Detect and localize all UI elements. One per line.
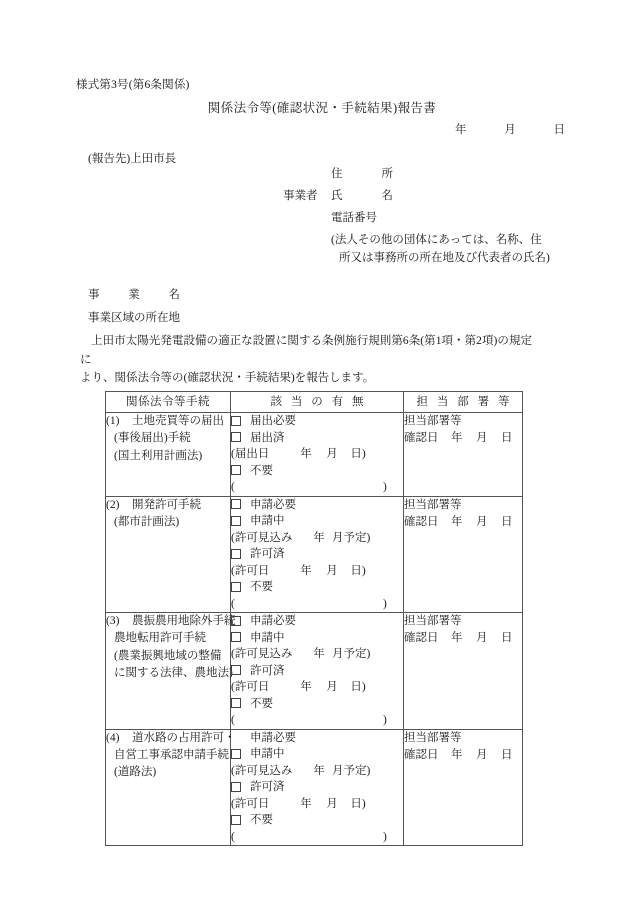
department-title: 担当部署等 bbox=[404, 731, 462, 744]
table-row bbox=[106, 413, 523, 497]
free-text-field[interactable] bbox=[231, 829, 403, 846]
statutory-statement bbox=[80, 332, 532, 388]
confirm-month-label: 月 bbox=[476, 432, 488, 445]
planned-date-line[interactable] bbox=[231, 646, 403, 663]
checkbox-icon[interactable] bbox=[231, 698, 241, 708]
date-day-label: 日 bbox=[553, 124, 565, 136]
date-day-label: 日) bbox=[350, 564, 366, 577]
planned-date-label: (許可見込み bbox=[231, 648, 293, 660]
procedure-cell bbox=[106, 729, 236, 846]
checkbox-label: 届出済 bbox=[250, 431, 285, 444]
paren-open: ( bbox=[231, 597, 235, 610]
date-month-label: 月 bbox=[326, 681, 338, 693]
applicant-name-label: 氏 名 bbox=[331, 190, 393, 202]
checkbox-icon[interactable] bbox=[231, 749, 241, 759]
confirm-date-label: 確認日 bbox=[404, 515, 439, 528]
addressee: (報告先)上田市長 bbox=[88, 153, 177, 165]
planned-year-label: 年 bbox=[313, 648, 325, 660]
header-department: 担 当 部 署 等 bbox=[404, 392, 523, 413]
table-row bbox=[106, 613, 523, 730]
procedure-title-line: (3) 農振農用地除外手続 bbox=[106, 613, 230, 630]
checkbox-icon[interactable] bbox=[231, 665, 241, 675]
checkbox-icon[interactable] bbox=[231, 632, 241, 642]
date-entry-label: (許可日 bbox=[231, 797, 270, 810]
department-title: 担当部署等 bbox=[404, 615, 462, 627]
confirm-date-line[interactable] bbox=[404, 630, 522, 647]
planned-date-line[interactable] bbox=[231, 763, 403, 780]
date-month-label: 月 bbox=[326, 564, 338, 577]
checkbox-label: 不要 bbox=[250, 697, 273, 710]
checkbox-option[interactable] bbox=[231, 630, 403, 647]
procedures-table bbox=[105, 391, 523, 846]
paren-open: ( bbox=[231, 714, 235, 726]
confirm-year-label: 年 bbox=[451, 748, 463, 761]
planned-month-label: 月予定) bbox=[332, 764, 371, 777]
confirm-date-label: 確認日 bbox=[404, 632, 439, 645]
date-month-label: 月 bbox=[504, 124, 516, 136]
paren-close: ) bbox=[383, 830, 387, 843]
checkbox-option[interactable] bbox=[231, 663, 403, 680]
confirm-month-label: 月 bbox=[476, 632, 488, 645]
business-name-label: 事 業 名 bbox=[88, 289, 180, 301]
planned-date-line[interactable] bbox=[231, 530, 403, 547]
checkbox-option[interactable] bbox=[231, 546, 403, 563]
confirm-date-label: 確認日 bbox=[404, 432, 439, 445]
date-entry-line[interactable] bbox=[231, 446, 403, 463]
phone-label: 電話番号 bbox=[331, 212, 377, 224]
confirm-day-label: 日 bbox=[501, 748, 513, 761]
checkbox-option[interactable] bbox=[231, 497, 403, 514]
date-year-label: 年 bbox=[455, 124, 467, 136]
department-title: 担当部署等 bbox=[404, 415, 462, 427]
applicable-cell bbox=[231, 613, 404, 730]
checkbox-label: 申請必要 bbox=[250, 731, 296, 744]
corporate-note-line1: (法人その他の団体にあっては、名称、住 bbox=[331, 234, 542, 246]
applicable-cell bbox=[231, 496, 404, 613]
planned-month-label: 月予定) bbox=[332, 531, 371, 544]
checkbox-icon[interactable] bbox=[231, 582, 241, 592]
procedure-title-line: (都市計画法) bbox=[114, 515, 180, 528]
statement-line-2: より、関係法令等の(確認状況・手続結果)を報告します。 bbox=[80, 372, 375, 385]
confirm-month-label: 月 bbox=[476, 748, 488, 761]
procedure-title-line: に関する法律、農地法) bbox=[114, 667, 233, 680]
procedure-cell bbox=[106, 413, 231, 497]
checkbox-label: 届出必要 bbox=[250, 415, 296, 427]
procedure-number: (4) bbox=[106, 731, 120, 744]
header-applicable: 該 当 の 有 無 bbox=[231, 392, 404, 413]
date-day-label: 日) bbox=[350, 681, 366, 693]
procedure-number: (2) bbox=[106, 498, 120, 511]
checkbox-icon[interactable] bbox=[231, 499, 241, 509]
confirm-date-label: 確認日 bbox=[404, 748, 439, 761]
checkbox-option[interactable] bbox=[231, 812, 403, 829]
date-entry-label: (許可日 bbox=[231, 564, 270, 577]
business-area-label: 事業区域の所在地 bbox=[88, 312, 180, 324]
confirm-day-label: 日 bbox=[501, 432, 513, 445]
checkbox-option[interactable] bbox=[231, 613, 403, 630]
procedure-number: (3) bbox=[106, 615, 120, 627]
date-entry-line[interactable] bbox=[231, 796, 403, 813]
table-header-row bbox=[106, 392, 523, 413]
checkbox-label: 申請中 bbox=[250, 515, 285, 527]
procedures-table-body bbox=[106, 413, 523, 846]
checkbox-label: 申請必要 bbox=[250, 498, 296, 511]
department-title: 担当部署等 bbox=[404, 498, 462, 511]
date-day-label: 日) bbox=[350, 448, 366, 460]
procedure-cell bbox=[106, 496, 231, 613]
department-cell bbox=[404, 496, 523, 613]
checkbox-icon[interactable] bbox=[231, 616, 241, 626]
confirm-day-label: 日 bbox=[501, 515, 513, 528]
date-day-label: 日) bbox=[350, 797, 366, 810]
checkbox-option[interactable] bbox=[231, 696, 403, 713]
procedure-title-line: 農地転用許可手続 bbox=[114, 632, 206, 645]
paren-open: ( bbox=[231, 481, 235, 493]
department-cell bbox=[404, 729, 523, 846]
procedure-title-line: (国土利用計画法) bbox=[114, 449, 203, 462]
free-text-field[interactable] bbox=[231, 479, 403, 496]
checkbox-label: 不要 bbox=[250, 581, 273, 593]
checkbox-option[interactable] bbox=[231, 413, 403, 430]
date-entry-line[interactable] bbox=[231, 563, 403, 580]
date-year-label: 年 bbox=[300, 797, 312, 810]
applicable-cell bbox=[231, 413, 404, 497]
free-text-field[interactable] bbox=[231, 596, 403, 613]
applicable-cell bbox=[231, 729, 404, 846]
header-procedure: 関係法令等手続 bbox=[106, 392, 231, 413]
confirm-date-line[interactable] bbox=[404, 514, 522, 531]
checkbox-option[interactable] bbox=[231, 430, 403, 447]
checkbox-icon[interactable] bbox=[231, 465, 241, 475]
checkbox-label: 許可済 bbox=[250, 548, 285, 560]
checkbox-icon[interactable] bbox=[231, 815, 241, 825]
checkbox-label: 申請中 bbox=[250, 631, 285, 644]
statement-line-1: 上田市太陽光発電設備の適正な設置に関する条例施行規則第6条(第1項・第2項)の規定に bbox=[80, 335, 532, 366]
paren-close: ) bbox=[383, 714, 387, 726]
date-entry-label: (届出日 bbox=[231, 448, 270, 460]
checkbox-label: 不要 bbox=[250, 814, 273, 826]
checkbox-icon[interactable] bbox=[231, 733, 241, 743]
checkbox-option[interactable] bbox=[231, 579, 403, 596]
confirm-month-label: 月 bbox=[476, 515, 488, 528]
checkbox-option[interactable] bbox=[231, 746, 403, 763]
paren-close: ) bbox=[383, 597, 387, 610]
paren-close: ) bbox=[383, 481, 387, 493]
paren-open: ( bbox=[231, 830, 235, 843]
planned-year-label: 年 bbox=[313, 764, 325, 777]
confirm-date-line[interactable] bbox=[404, 747, 522, 764]
checkbox-option[interactable] bbox=[231, 779, 403, 796]
confirm-day-label: 日 bbox=[501, 632, 513, 645]
date-month-label: 月 bbox=[326, 797, 338, 810]
date-entry-label: (許可日 bbox=[231, 681, 270, 693]
procedure-title-line: (2) 開発許可手続 bbox=[106, 497, 230, 514]
confirm-year-label: 年 bbox=[451, 515, 463, 528]
procedure-title-line: (4) 道水路の占用許可・ bbox=[106, 730, 230, 747]
checkbox-option[interactable] bbox=[231, 730, 403, 747]
planned-date-label: (許可見込み bbox=[231, 531, 293, 544]
department-cell bbox=[404, 413, 523, 497]
corporate-note-line2: 所又は事務所の所在地及び代表者の氏名) bbox=[339, 251, 550, 264]
planned-year-label: 年 bbox=[313, 531, 325, 544]
date-year-label: 年 bbox=[300, 564, 312, 577]
confirm-date-line[interactable] bbox=[404, 430, 522, 447]
date-month-label: 月 bbox=[326, 448, 338, 460]
date-entry-line[interactable] bbox=[231, 679, 403, 696]
procedure-title-line: (事後届出)手続 bbox=[114, 432, 191, 445]
form-number: 様式第3号(第6条関係) bbox=[76, 79, 190, 91]
procedure-title-line: (農業振興地域の整備 bbox=[114, 649, 222, 662]
checkbox-icon[interactable] bbox=[231, 432, 241, 442]
checkbox-option[interactable] bbox=[231, 463, 403, 480]
planned-date-label: (許可見込み bbox=[231, 764, 293, 777]
table-row bbox=[106, 496, 523, 613]
checkbox-label: 許可済 bbox=[250, 664, 285, 677]
operator-label: 事業者 bbox=[283, 190, 318, 202]
procedure-number: (1) bbox=[106, 415, 120, 427]
department-cell bbox=[404, 613, 523, 730]
checkbox-icon[interactable] bbox=[231, 782, 241, 792]
checkbox-icon[interactable] bbox=[231, 549, 241, 559]
checkbox-label: 許可済 bbox=[250, 781, 285, 793]
procedure-title-line: (道路法) bbox=[114, 766, 157, 779]
procedure-title-line: 自営工事承認申請手続 bbox=[114, 748, 229, 761]
checkbox-label: 不要 bbox=[250, 464, 273, 477]
checkbox-icon[interactable] bbox=[231, 516, 241, 526]
document-title: 関係法令等(確認状況・手続結果)報告書 bbox=[207, 101, 437, 115]
procedure-cell bbox=[106, 613, 236, 730]
applicant-address-label: 住 所 bbox=[331, 168, 393, 180]
date-year-label: 年 bbox=[300, 448, 312, 460]
free-text-field[interactable] bbox=[231, 712, 403, 729]
corporate-note bbox=[331, 232, 581, 268]
checkbox-icon[interactable] bbox=[231, 416, 241, 426]
confirm-year-label: 年 bbox=[451, 432, 463, 445]
table-row bbox=[106, 729, 523, 846]
planned-month-label: 月予定) bbox=[332, 648, 371, 660]
report-date-line bbox=[455, 122, 565, 139]
procedure-title-line: (1) 土地売買等の届出 bbox=[106, 413, 230, 430]
checkbox-option[interactable] bbox=[231, 513, 403, 530]
confirm-year-label: 年 bbox=[451, 632, 463, 645]
checkbox-label: 申請中 bbox=[250, 748, 285, 760]
checkbox-label: 申請必要 bbox=[250, 615, 296, 627]
date-year-label: 年 bbox=[300, 681, 312, 693]
